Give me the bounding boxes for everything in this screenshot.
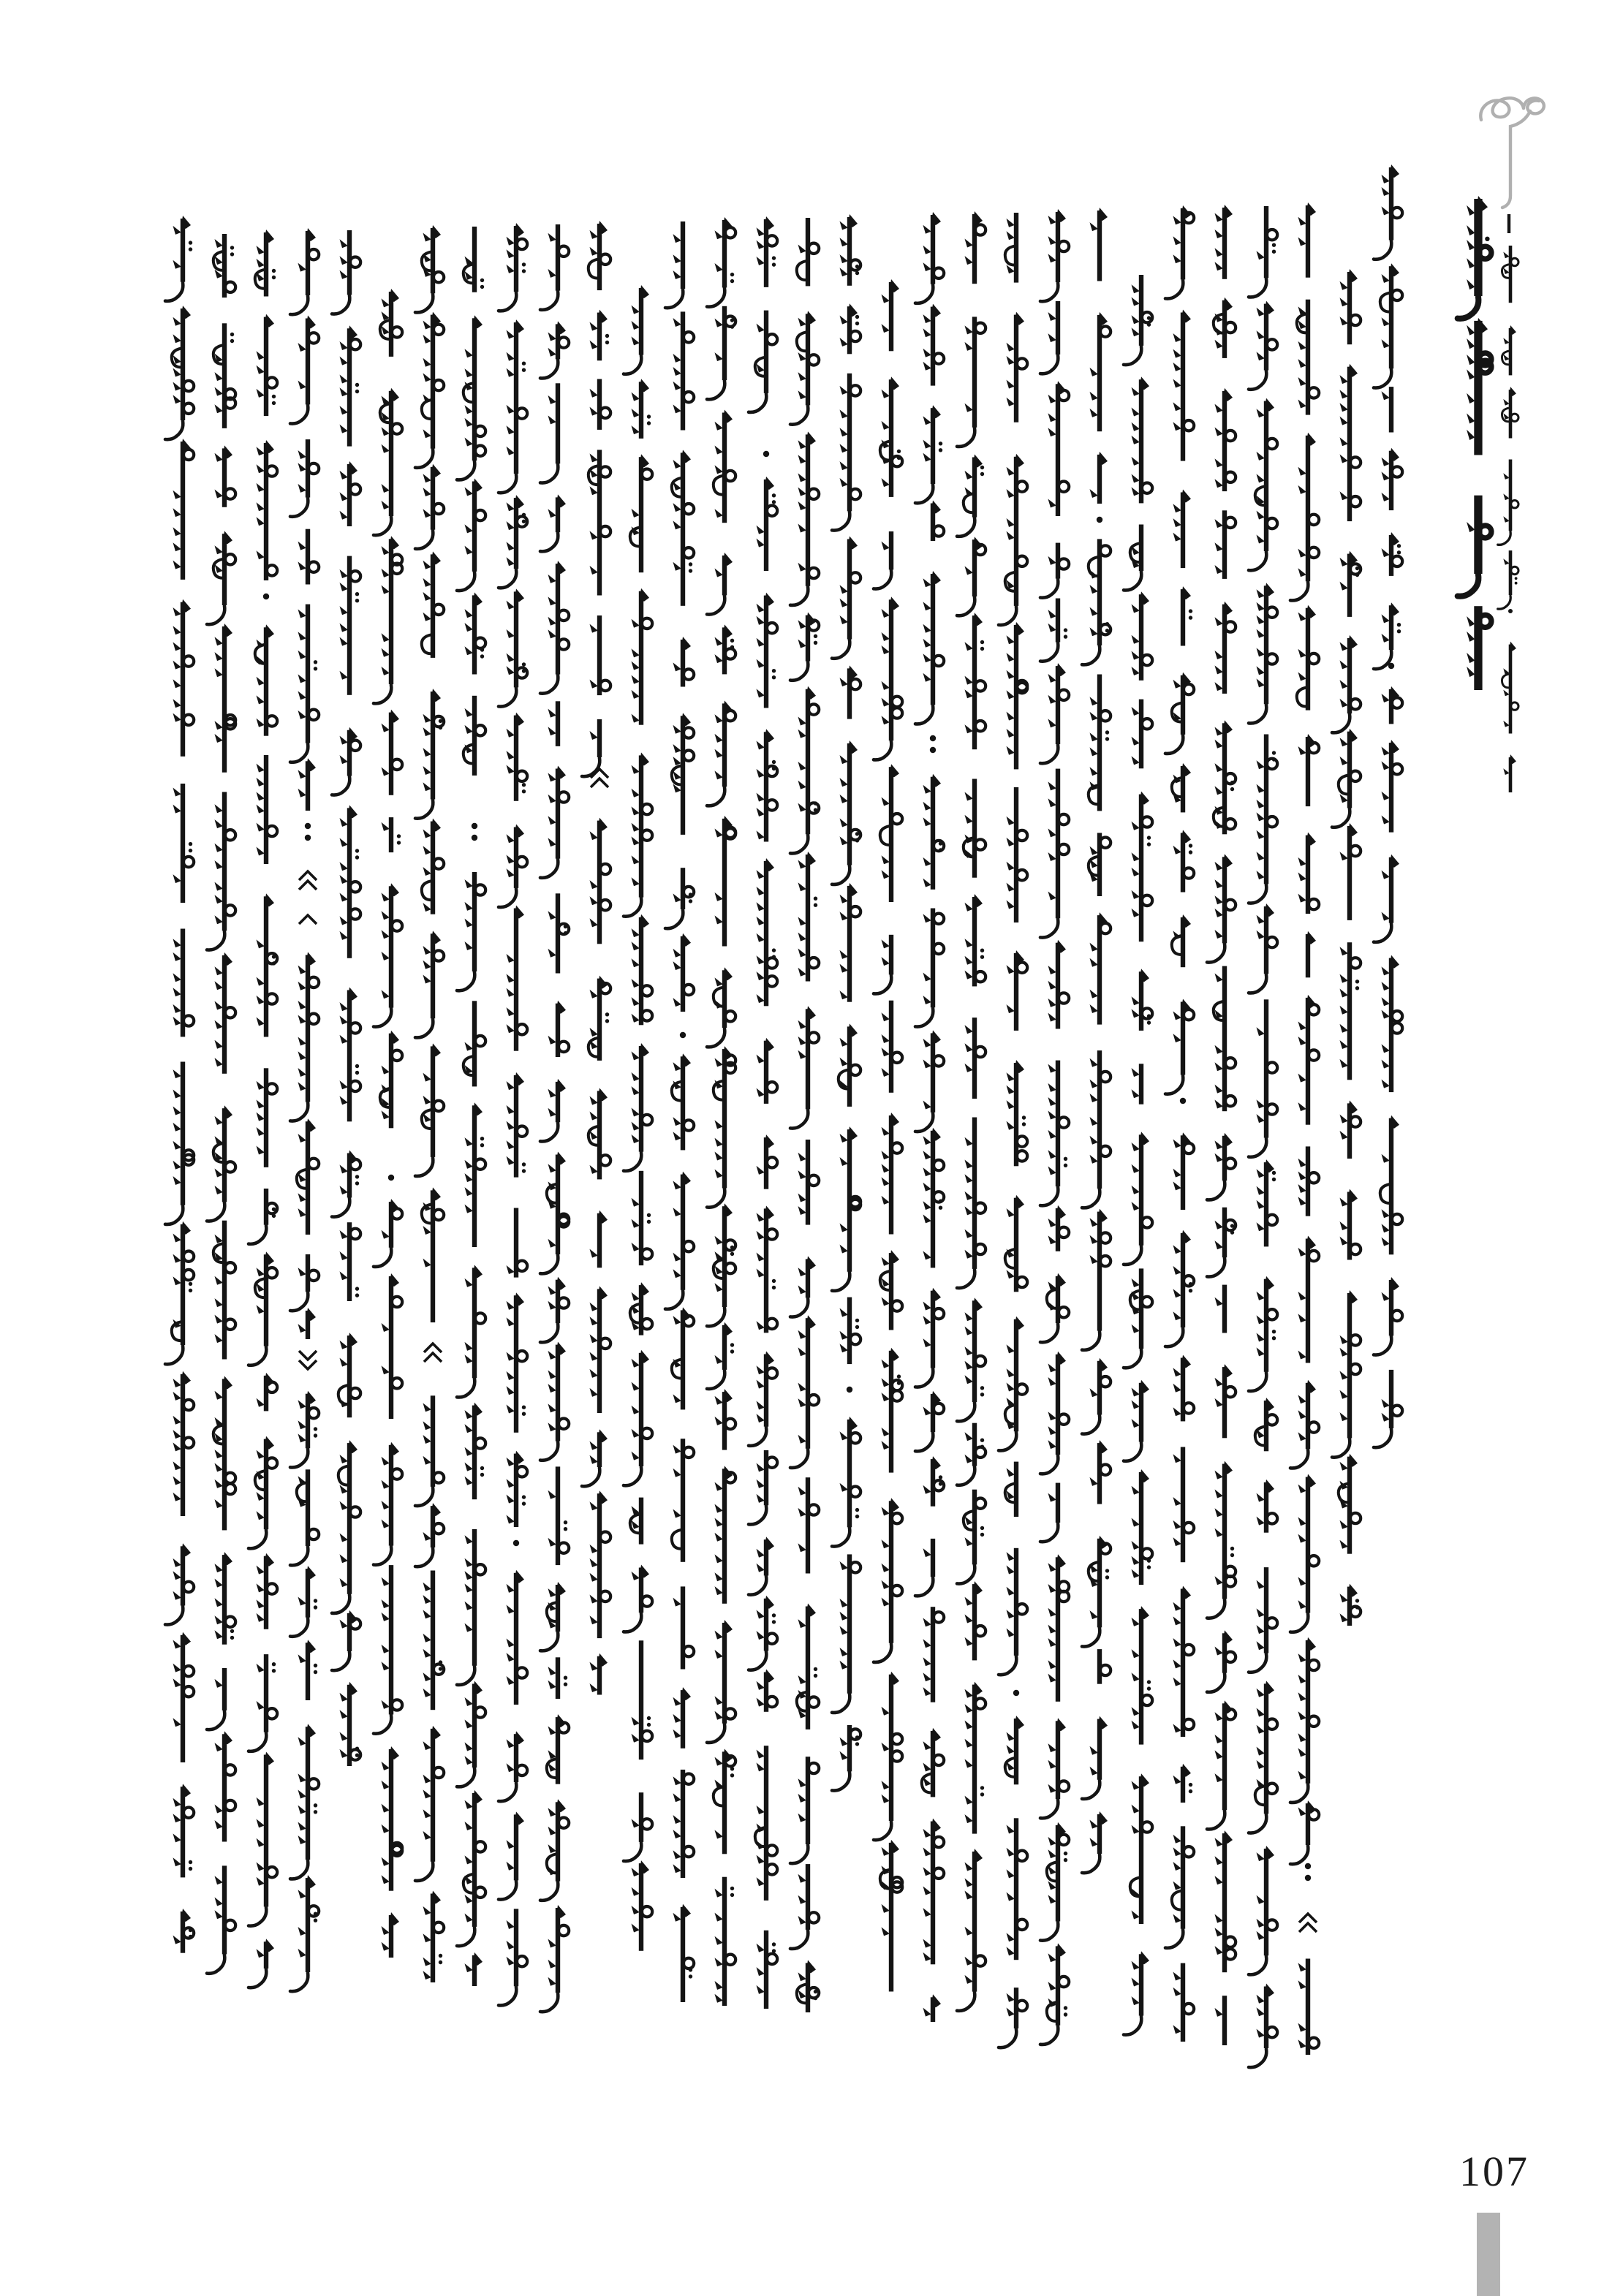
header-divider-dash — [1507, 214, 1510, 233]
body-text-column — [915, 212, 944, 2022]
body-text-column — [582, 221, 610, 1695]
body-text-column — [1040, 209, 1069, 2045]
body-text-column — [874, 279, 902, 1992]
body-text-column — [207, 234, 235, 1974]
running-header — [1458, 196, 1518, 792]
body-text-column — [499, 223, 527, 2005]
body-text-column — [1082, 208, 1111, 1873]
body-text-column — [1207, 205, 1236, 2045]
body-text-column — [290, 228, 319, 1991]
body-text-column — [249, 230, 277, 1988]
body-text-column — [707, 217, 735, 2006]
body-text-column — [332, 230, 360, 1766]
body-text-column — [540, 224, 569, 2012]
body-text-column — [624, 285, 652, 1951]
body-text-column — [1374, 164, 1402, 1447]
body-text-column — [165, 216, 194, 1953]
body-text-column — [1249, 206, 1277, 2067]
body-text-column — [1165, 205, 1194, 2042]
body-text-column — [999, 213, 1027, 2047]
body-text-block — [165, 164, 1402, 2067]
body-text-column — [1124, 275, 1152, 2035]
page-edge-tab — [1477, 2213, 1500, 2296]
body-text-column — [374, 289, 402, 1958]
calligraphy-flourish-icon — [1480, 98, 1544, 208]
body-text-column — [790, 218, 819, 2012]
body-text-column — [957, 211, 985, 2011]
body-text-column — [665, 221, 694, 2002]
body-text-column — [415, 225, 444, 1982]
body-text-column — [1290, 202, 1319, 2055]
page-number: 107 — [1459, 2148, 1529, 2195]
body-text-column — [457, 227, 485, 1986]
body-text-column — [1332, 269, 1361, 1626]
chapter-subtitle-column — [1498, 246, 1518, 792]
body-text-column — [832, 214, 860, 1791]
chapter-title-column — [1458, 196, 1491, 690]
body-text-column — [749, 216, 777, 2009]
